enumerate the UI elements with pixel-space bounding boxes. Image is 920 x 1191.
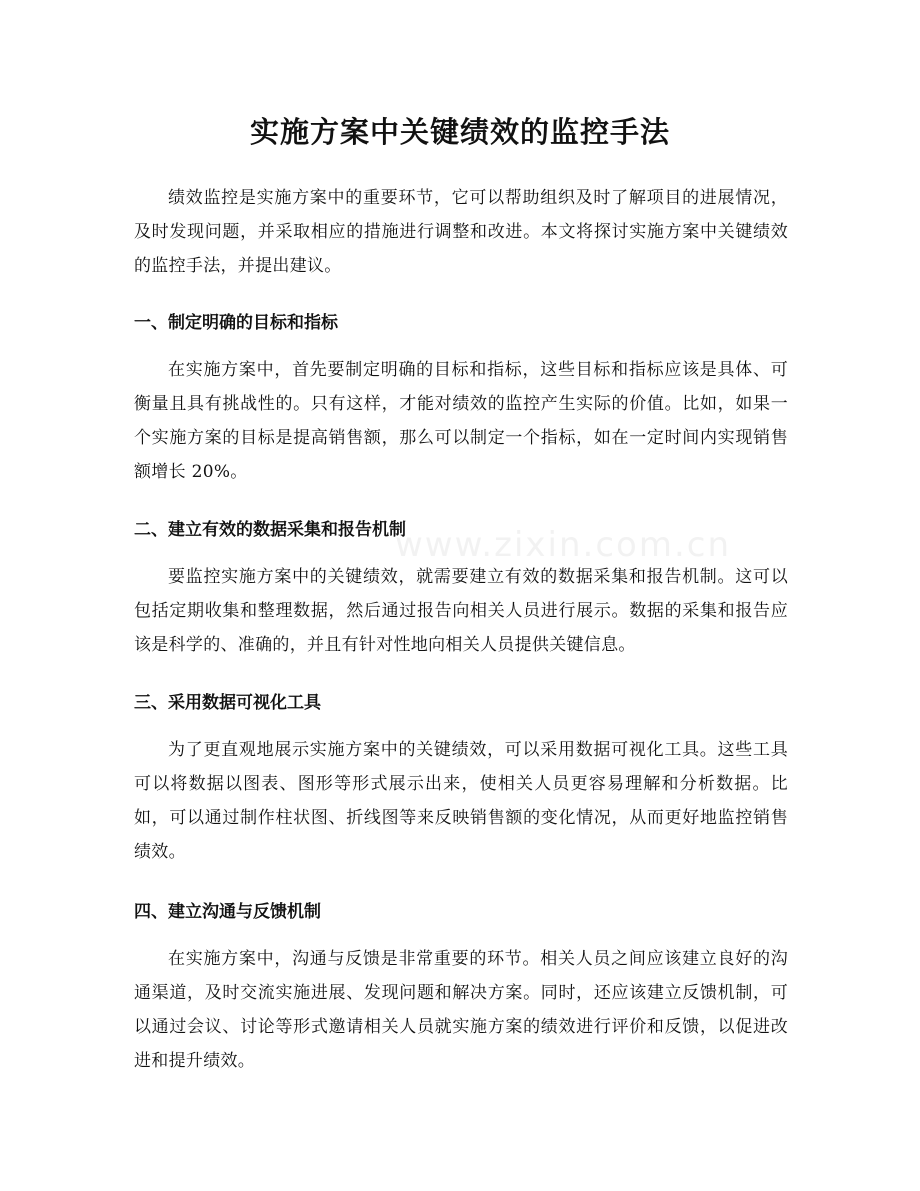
section-heading-2: 二、建立有效的数据采集和报告机制 [134, 520, 406, 540]
section-body-1: 在实施方案中，首先要制定明确的目标和指标，这些目标和指标应该是具体、可衡量且具有挑战性的。只有这样，才能对绩效的监控产生实际的价值。比如，如果一个实施方案的目标是提高销售额，那么可以制定一个指标，如在一定时间内实现销售额增长 20%。 [134, 360, 788, 482]
section-heading-3: 三、采用数据可视化工具 [134, 693, 321, 713]
document-title: 实施方案中关键绩效的监控手法 [249, 115, 670, 149]
section-body-2: 要监控实施方案中的关键绩效，就需要建立有效的数据采集和报告机制。这可以包括定期收集和整理数据，然后通过报告向相关人员进行展示。数据的采集和报告应该是科学的、准确的，并且有针对性地向相关人员提供关键信息。 [134, 567, 788, 655]
watermark: www.zixin.com.cn [395, 525, 731, 565]
section-heading-1: 一、制定明确的目标和指标 [134, 313, 338, 333]
section-body-4: 在实施方案中，沟通与反馈是非常重要的环节。相关人员之间应该建立良好的沟通渠道，及时交流实施进展、发现问题和解决方案。同时，还应该建立反馈机制，可以通过会议、讨论等形式邀请相关人员就实施方案的绩效进行评价和反馈，以促进改进和提升绩效。 [134, 949, 788, 1071]
intro-paragraph: 绩效监控是实施方案中的重要环节，它可以帮助组织及时了解项目的进展情况，及时发现问题，并采取相应的措施进行调整和改进。本文将探讨实施方案中关键绩效的监控手法，并提出建议。 [134, 188, 788, 276]
section-body-3: 为了更直观地展示实施方案中的关键绩效，可以采用数据可视化工具。这些工具可以将数据以图表、图形等形式展示出来，使相关人员更容易理解和分析数据。比如，可以通过制作柱状图、折线图等来反映销售额的变化情况，从而更好地监控销售绩效。 [134, 740, 788, 862]
section-heading-4: 四、建立沟通与反馈机制 [134, 902, 321, 922]
